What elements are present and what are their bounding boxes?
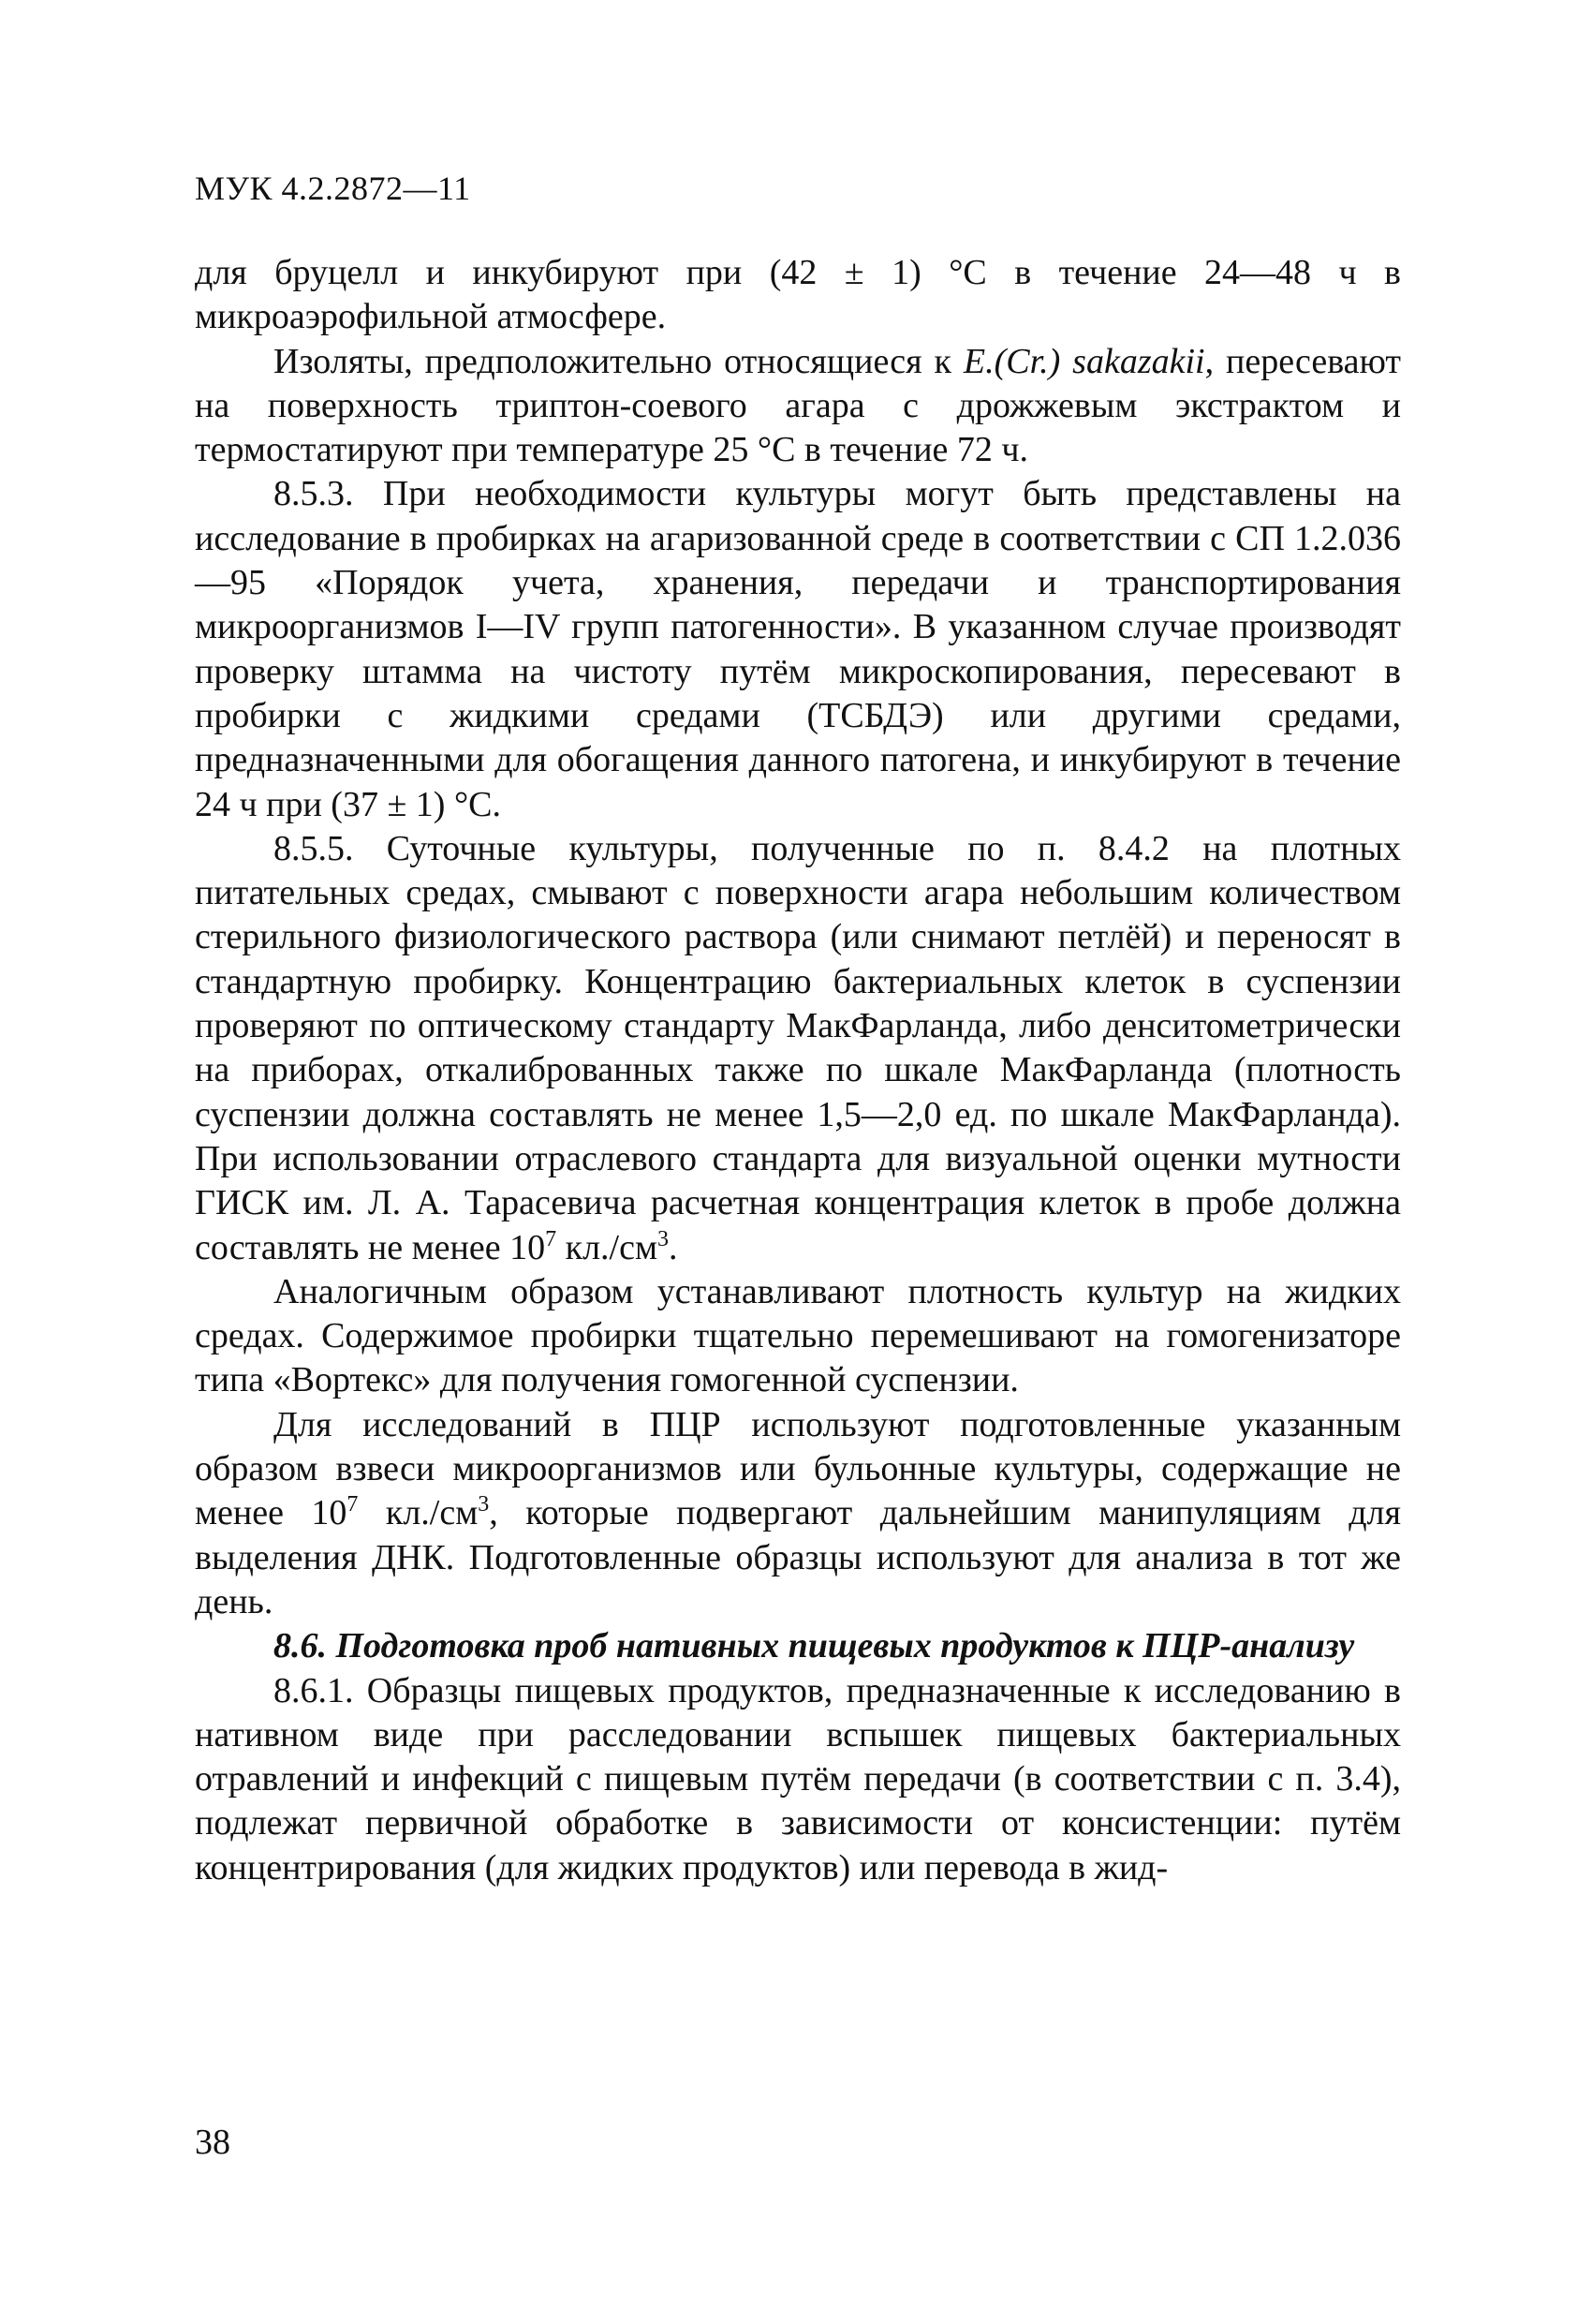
species-name: E.(Cr.) sakazakii <box>963 341 1205 381</box>
paragraph-end: . <box>669 1227 678 1267</box>
exponent: 3 <box>478 1492 490 1517</box>
paragraph-isolates-end: , пересевают на поверхность триптон-соевого агара с дрожжевым экстрактом и термостатируют при температуре 25 °С в течение 72 ч. <box>195 341 1401 470</box>
paragraph-8-5-3: 8.5.3. При необходимости культуры могут быть представлены на исследование в пробирках на агаризованной среде в соответствии с СП 1.2.036—95 «Порядок учета, хранения, передачи и транспортирования микроорганизмов I—IV групп патогенности». В указанном случае производят проверку штамма на чистоту путём микроскопирования, пересевают в пробирки с жидкими средами (ТСБДЭ) или другими средами, предназначенными для обогащения данного патогена, и инкубируют в течение 24 ч при (37 ± 1) °С. <box>195 474 1401 824</box>
paragraph-8-6-1: 8.6.1. Образцы пищевых продуктов, предназначенные к исследованию в нативном виде при расследовании вспышек пищевых бактериальных отравлений и инфекций с пищевым путём передачи (в соответствии с п. 3.4), подлежат первичной обработке в зависимости от консистенции: путём концентрирования (для жидких продуктов) или перевода в жид- <box>195 1670 1401 1887</box>
exponent: 3 <box>657 1226 670 1251</box>
unit-text: кл./см <box>556 1227 658 1267</box>
paragraph-continuation: для бруцелл и инкубируют при (42 ± 1) °С в течение 24—48 ч в микроаэрофильной атмосфере. <box>195 253 1401 337</box>
paragraph-pcr-end: , которые подвергают дальнейшим манипуляциям для выделения ДНК. Подготовленные образцы используют для анализа в тот же день. <box>195 1493 1401 1621</box>
paragraph-8-5-5 <box>195 827 1401 1270</box>
paragraph-pcr-text: Для исследований в ПЦР используют подготовленные указанным образом взвеси микроорганизмов или бульонные культуры, содержащие не менее 10 <box>195 1404 1401 1533</box>
exponent: 7 <box>346 1492 359 1517</box>
document-code-header: МУК 4.2.2872—11 <box>195 170 471 207</box>
paragraph-pcr <box>195 1403 1401 1624</box>
paragraph-isolates-start: Изоляты, предположительно относящиеся к <box>273 341 964 381</box>
section-heading-8-6: 8.6. Подготовка проб нативных пищевых продуктов к ПЦР-анализу <box>273 1626 1355 1666</box>
page-number: 38 <box>195 2123 230 2162</box>
exponent: 7 <box>545 1226 557 1251</box>
body-text <box>195 251 1401 1890</box>
unit-text: кл./см <box>358 1493 479 1533</box>
paragraph-8-5-5-text: 8.5.5. Суточные культуры, полученные по п. 8.4.2 на плотных питательных средах, смывают с поверхности агара небольшим количеством стерильного физиологического раствора (или снимают петлёй) и переносят в стандартную пробирку. Концентрацию бактериальных клеток в суспензии проверяют по оптическому стандарту МакФарланда, либо денситометрически на приборах, откалиброванных также по шкале МакФарланда (плотность суспензии должна составлять не менее 1,5—2,0 ед. по шкале МакФарланда). При использовании отраслевого стандарта для визуальной оценки мутности ГИСК им. Л. А. Тарасевича расчетная концентрация клеток в пробе должна составлять не менее 10 <box>195 828 1401 1267</box>
paragraph-liquid-media: Аналогичным образом устанавливают плотность культур на жидких средах. Содержимое пробирки тщательно перемешивают на гомогенизаторе типа «Вортекс» для получения гомогенной суспензии. <box>195 1271 1401 1400</box>
paragraph-isolates <box>195 340 1401 473</box>
